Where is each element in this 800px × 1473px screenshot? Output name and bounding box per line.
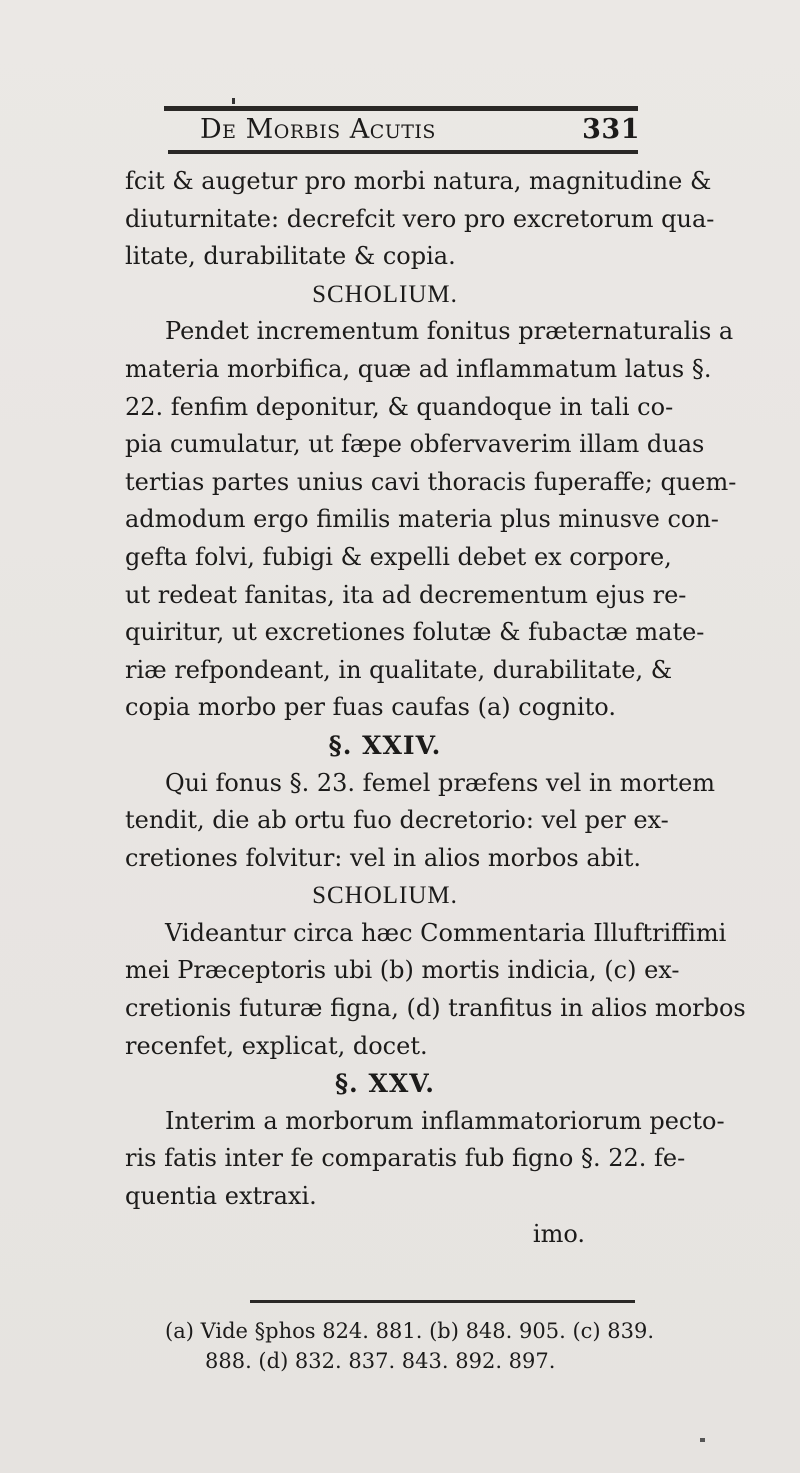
footnote-line: 888. (d) 832. 837. 843. 892. 897. (205, 1349, 556, 1373)
text-line: fcit & augetur pro morbi natura, magnitudine & (125, 167, 712, 195)
text-line: quiritur, ut excretiones folutæ & fubactæ mate- (125, 618, 705, 647)
text-line: recenfet, explicat, docet. (125, 1031, 428, 1060)
text-line: litate, durabilitate & copia. (125, 242, 456, 271)
text-line: admodum ergo fimilis materia plus minusve con- (125, 505, 719, 534)
text-line: Qui fonus §. 23. femel præfens vel in mortem (165, 768, 716, 797)
text-line: riæ refpondeant, in qualitate, durabilitate, & (125, 655, 673, 684)
text-line: ris fatis inter fe comparatis fub figno §. 22. fe- (125, 1144, 686, 1173)
text-line: pia cumulatur, ut fæpe obfervaverim illam duas (125, 430, 705, 459)
running-header (200, 114, 640, 150)
footnote-rule (250, 1300, 635, 1303)
text-line: Pendet incrementum fonitus præternaturalis a (165, 317, 734, 346)
text-line: ut redeat fanitas, ita ad decrementum ejus re- (125, 580, 687, 609)
text-line: copia morbo per fuas caufas (a) cognito. (125, 693, 616, 722)
header-bottom-rule (168, 150, 638, 154)
print-mark (232, 98, 235, 104)
section-heading: §. XXV. (334, 1069, 435, 1099)
scholium-heading: SCHOLIUM. (312, 882, 458, 910)
text-line: cretiones folvitur: vel in alios morbos abit. (125, 843, 641, 872)
scholium-heading: SCHOLIUM. (312, 280, 458, 308)
text-line: quentia extraxi. (125, 1182, 317, 1211)
catchword: imo. (532, 1219, 585, 1248)
text-line: materia morbifica, quæ ad inflammatum latus §. (125, 354, 712, 383)
running-title: De Morbis Acutis (200, 114, 436, 145)
text-line: gefta folvi, fubigi & expelli debet ex corpore, (125, 542, 672, 571)
text-line: cretionis futuræ figna, (d) tranfitus in alios morbos (125, 994, 746, 1023)
header-top-rule (164, 106, 638, 111)
text-line: 22. fenfim deponitur, & quandoque in tali co- (125, 392, 674, 421)
main-text (125, 163, 746, 1253)
print-mark (700, 1438, 705, 1442)
text-line: Videantur circa hæc Commentaria Illuftriffimi (165, 918, 727, 947)
text-line: Interim a morborum inflammatoriorum pecto- (165, 1106, 725, 1135)
text-line: mei Præceptoris ubi (b) mortis indicia, (c) ex- (125, 956, 680, 985)
page-number: 331 (582, 114, 640, 145)
footnote-line: (a) Vide §phos 824. 881. (b) 848. 905. (c) 839. (165, 1319, 655, 1343)
section-heading: §. XXIV. (328, 730, 442, 760)
text-line: diuturnitate: decrefcit vero pro excretorum qua- (125, 204, 715, 233)
text-line: tendit, die ab ortu fuo decretorio: vel per ex- (125, 806, 669, 835)
text-line: tertias partes unius cavi thoracis fuperaffe; quem- (125, 467, 737, 496)
footnotes (165, 1316, 655, 1376)
